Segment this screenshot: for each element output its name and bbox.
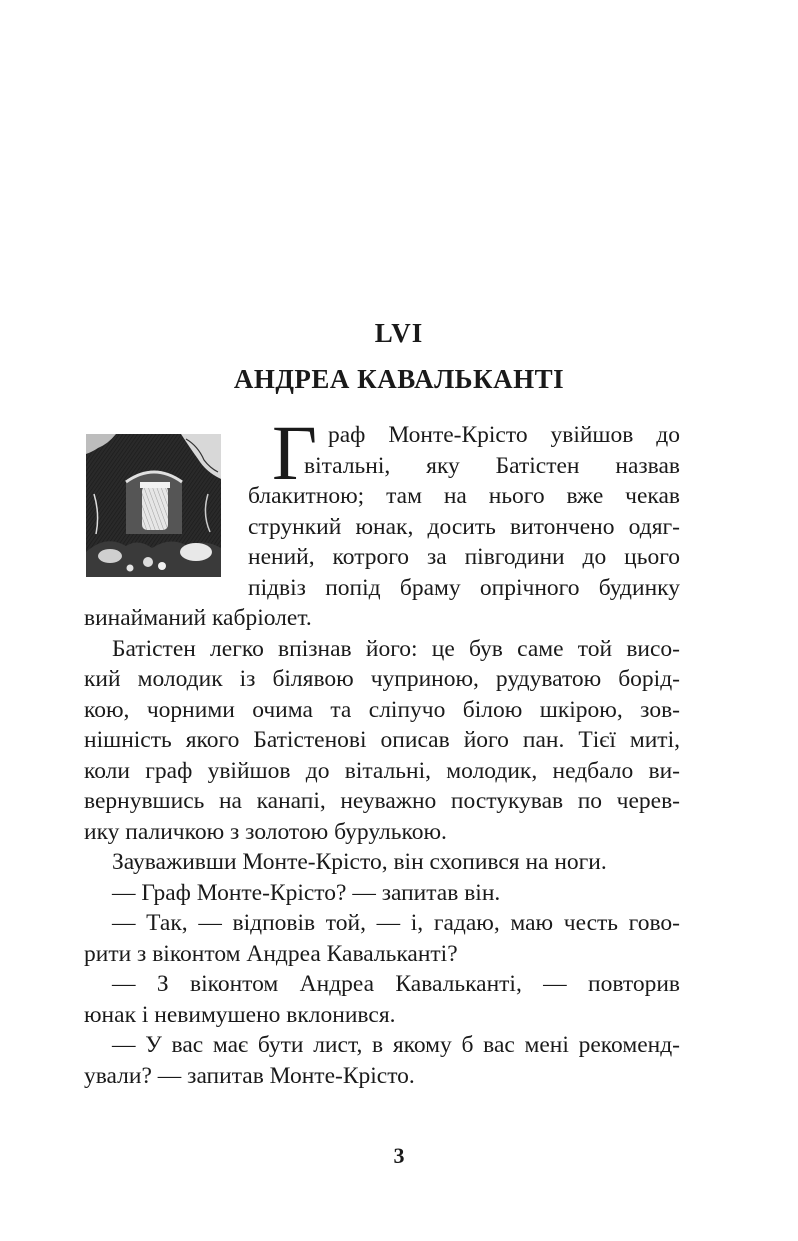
- text-line: винайманий кабріолет.: [84, 605, 312, 631]
- text-line: нений, котрого за півгодини до цього: [248, 544, 680, 570]
- text-line: вернувшись на канапі, неуважно постукував по черев-: [84, 788, 680, 814]
- chapter-title: АНДРЕА КАВАЛЬКАНТІ: [233, 364, 565, 394]
- chapter-number: LVI: [374, 318, 424, 348]
- engraving-illustration: [86, 434, 221, 577]
- text-line: ували? — запитав Монте-Крісто.: [84, 1062, 415, 1089]
- text-line: рити з віконтом Андреа Кавальканті?: [84, 940, 458, 967]
- text-line: стрункий юнак, досить витончено одяг-: [248, 513, 680, 540]
- text-line: вітальні, яку Батістен назвав: [304, 452, 680, 479]
- body-text: [84, 603, 680, 1091]
- text-line: — З віконтом Андреа Кавальканті, — повторив: [112, 971, 680, 997]
- drop-cap: Г: [272, 409, 318, 496]
- text-line: — Так, — відповів той, — і, гадаю, маю честь гово-: [112, 910, 680, 936]
- opening-paragraph: [248, 420, 680, 603]
- text-line: Зауваживши Монте-Крісто, він схопився на ноги.: [112, 849, 607, 875]
- text-line: Батістен легко впізнав його: це був саме той висо-: [112, 635, 680, 662]
- text-line: підвіз попід браму опрічного будинку: [248, 574, 680, 601]
- text-line: — У вас має бути лист, в якому б вас мені рекоменд-: [112, 1032, 680, 1058]
- page-number: 3: [393, 1143, 405, 1168]
- text-line: раф Монте-Крісто увійшов до: [328, 422, 680, 448]
- text-line: кий молодик із білявою чуприною, рудуватою борід-: [84, 666, 680, 692]
- text-line: — Граф Монте-Крісто? — запитав він.: [112, 879, 501, 906]
- text-line: юнак і невимушено вклонився.: [84, 1001, 396, 1028]
- text-line: коли граф увійшов до вітальні, молодик, недбало ви-: [84, 757, 680, 784]
- text-line: блакитною; там на нього вже чекав: [248, 483, 680, 509]
- text-line: нішність якого Батістенові описав його пан. Тієї миті,: [84, 727, 680, 753]
- text-line: кою, чорними очима та сліпучо білою шкірою, зов-: [84, 696, 680, 723]
- text-line: ику паличкою з золотою бурулькою.: [84, 818, 447, 845]
